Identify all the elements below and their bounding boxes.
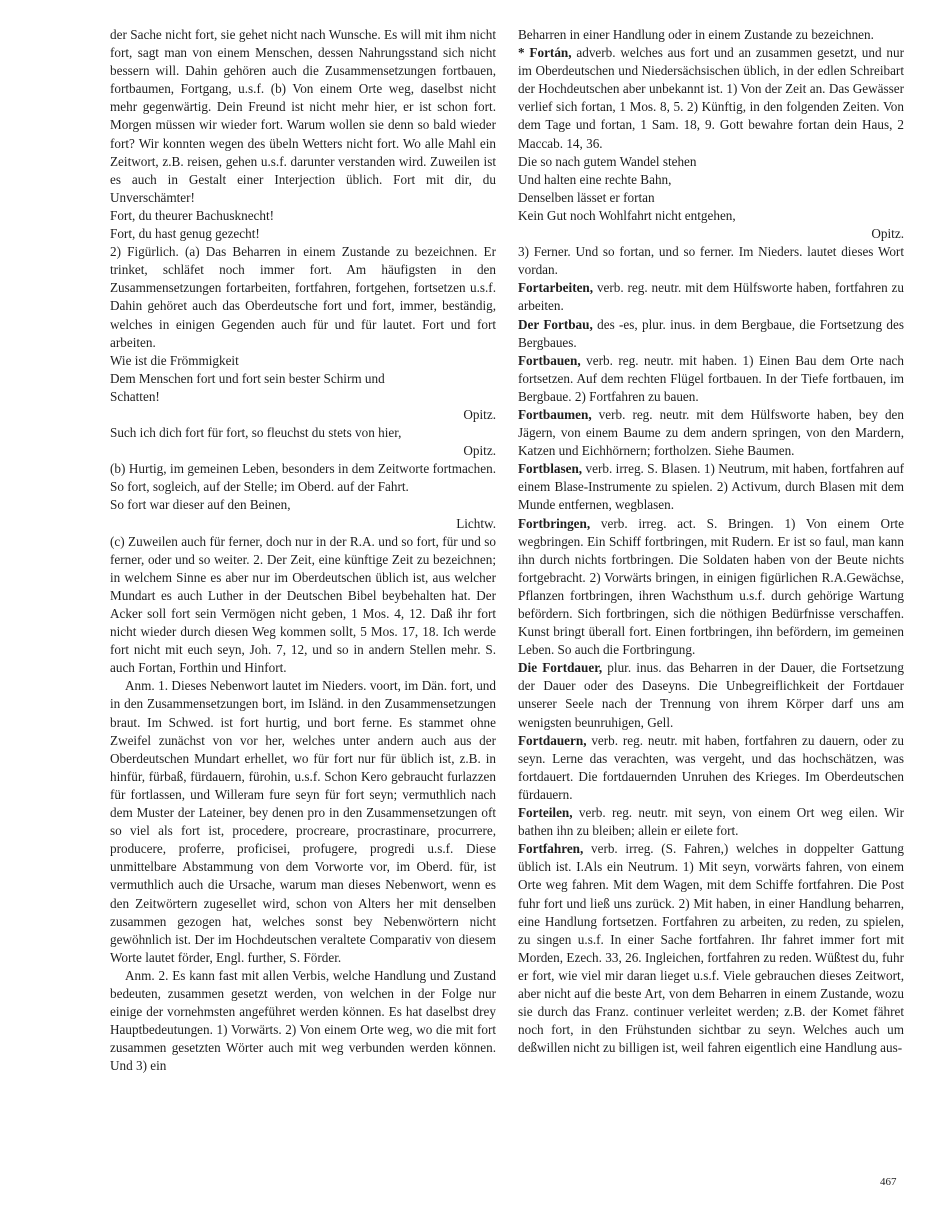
entry-body: plur. inus. das Beharren in der Dauer, die Fortsetzung der Dauer oder des Daseyns. Die Unbegreiflichkeit der Fortdauer unserer Seele nach der Trennung von ihrem Körper darf uns am wenigsten beunruhigen, Gell.	[518, 660, 904, 730]
dictionary-entry	[518, 44, 904, 153]
attribution: Opitz.	[463, 406, 496, 422]
headword: Fortdauern,	[518, 732, 587, 748]
dictionary-entry	[518, 279, 904, 315]
attribution: Opitz.	[463, 443, 496, 459]
verse-line: Denselben lässet er fortan	[518, 189, 655, 205]
paragraph: (b) Hurtig, im gemeinen Leben, besonders in dem Zeitworte fortmachen. So fort, sogleich, auf der Stelle; im Oberd. auf der Fahrt.	[110, 461, 496, 495]
headword: Der Fortbau,	[518, 316, 593, 332]
left-column	[110, 26, 496, 1075]
entry-body: verb. reg. neutr. mit dem Hülfsworte haben, fortfahren zu arbeiten.	[518, 280, 904, 314]
paragraph: der Sache nicht fort, sie gehet nicht nach Wunsche. Es will mit ihm nicht fort, sagt man von einem Menschen, dessen Nahrungsstand sich nicht bessern will. Dahin gehören auch die Zusammensetzungen fortbauen, fortbaumen, Fortgang, u.s.f. (b) Von einem Orte weg, daselbst nicht mehr gegenwärtig. Dein Freund ist nicht mehr hier, er ist schon fort. Morgen müssen wir wieder fort. Warum wollen sie denn so bald wieder fort? Wir konnten wegen des übeln Wetters nicht fort. Wo alle Mahl ein Zeitwort, z.B. reisen, gehen u.s.f. darunter verstanden wird. Zuweilen ist es auch in Gestalt einer Interjection üblich. Fort mit dir, du Unverschämter!	[110, 27, 496, 205]
headword: Fortbaumen,	[518, 406, 592, 422]
dictionary-entry	[518, 840, 904, 1057]
paragraph: 3) Ferner. Und so fortan, und so ferner. Im Nieders. lautet dieses Wort vordan.	[518, 244, 904, 278]
indented-paragraph: Anm. 1. Dieses Nebenwort lautet im Nieders. voort, im Dän. fort, und in den Zusammensetzungen bort, im Isländ. in den Zusammensetzungen braut. Im Schwed. ist fort hurtig, und bort ferne. Es stammet ohne Zweifel zunächst von vor her, welches unter andern auch aus der Oberdeutschen Mundart erhellet, wo für fort nur für üblich ist, z.B. in hinfür, fürbaß, fürdauern, fürohin, u.s.f. Schon Kero gebraucht furlazzen für fortlassen, und Willeram fure seyn für fort seyn; vermuthlich nach dem Muster der Lateiner, bey denen pro in den Zusammensetzungen oft so viel als fort ist, procedere, procreare, procrastinare, procurrere, producere, proferre, proficisei, profugere, progredi u.s.f. Diese unmittelbare Abstammung von dem Vorworte vor, im Oberd. für, ist vermuthlich auch die Ursache, warum man dieses Nebenwort, wenn es den Zeitwörtern zugesellet wird, schon von Alters her mit denselben zusammen gezogen hat, welches sonst bey Nebenwörtern nicht gewöhnlich ist. Der im Hochdeutschen veraltete Comparativ von diesem Worte lautet förder, Engl. further, S. Förder.	[110, 678, 496, 965]
right-column	[518, 26, 904, 1057]
headword: Die Fortdauer,	[518, 660, 603, 676]
entry-body: verb. irreg. (S. Fahren,) welches in doppelter Gattung üblich ist. I.Als ein Neutrum. 1) Mit seyn, vorwärts fahren, von einem Orte weg fahren. Mit dem Wagen, mit dem Schiffe fortfahren. Die Post fuhr fort und ließ uns zurück. 2) Mit haben, in einer Handlung beharren, eine Handlung fortsetzen. Fortfahren zu arbeiten, zu reden, zu spielen, zu singen u.s.f. In einer Sache fortfahren. Ihr fahret immer fort mit Morden, Ezech. 33, 26. Ingleichen, fortfahren zu reden. Wüßtest du, fuhr er fort, wie viel mir daran lieget u.s.f. Viele gebrauchen dieses Zeitwort, aber nicht auf die beste Art, von dem Beharren in einem Zustande, wozu sie durch das Franz. continuer verleitet werden; z.B. der Komet fähret noch fort, in den Frühstunden sichtbar zu seyn. Welches auch um deßwillen nicht zu billigen ist, weil fahren eigentlich eine Handlung aus-	[518, 841, 904, 1056]
entry-body: verb. irreg. act. S. Bringen. 1) Von einem Orte wegbringen. Ein Schiff fortbringen, mit Rudern. Er ist so faul, man kann ihn durch nichts fortbringen. Die Soldaten haben von der Beute nichts fortgebracht. 2) Vorwärts bringen, in einigen figürlichen R.A.Gewächse, Pflanzen fortbringen, ihren Wachsthum u.s.f. durch gehörige Wartung befördern. Sich fortbringen, sich die nöthigen Bedürfnisse verschaffen. Kunst bringt überall fort. Einen fortbringen, ihn befördern, im gemeinen Leben. So auch die Fortbringung.	[518, 515, 904, 658]
dictionary-entry	[518, 316, 904, 352]
indented-paragraph: Anm. 2. Es kann fast mit allen Verbis, welche Handlung und Zustand bedeuten, zusammen gesetzt werden, von welchen in der Folge nur einige der vornehmsten angeführet werden können. Es hat daselbst drey Hauptbedeutungen. 1) Vorwärts. 2) Von einem Orte weg, wo die mit fort zusammen gesetzten Wörter auch mit weg verbunden werden können. Und 3) ein	[110, 967, 496, 1074]
dictionary-entry	[518, 460, 904, 514]
attribution: Opitz.	[871, 226, 904, 242]
entry-body: adverb. welches aus fort und an zusammen gesetzt, und nur im Oberdeutschen und Niedersächsischen üblich, in der edlen Schreibart der Hochdeutschen aber unbekannt ist. 1) Von der Zeit an. Das Gewässer verlief sich fortan, 1 Mos. 8, 5. 2) Künftig, in den folgenden Zeiten. Von dem Tage und fortan, 1 Sam. 18, 9. Gott bewahre fortan dein Haus, 2 Maccab. 14, 36.	[518, 45, 904, 151]
verse-line: Such ich dich fort für fort, so fleuchst du stets von hier,	[110, 425, 402, 441]
verse-line: Wie ist die Frömmigkeit	[110, 352, 239, 368]
entry-body: verb. reg. neutr. mit dem Hülfsworte haben, bey den Jägern, von einem Baume zu dem andern springen, von den Mardern, Katzen und Eichhörnern; fortholzen. Siehe Baumen.	[518, 406, 904, 459]
entry-body: des -es, plur. inus. in dem Bergbaue, die Fortsetzung des Bergbaues.	[518, 316, 904, 350]
headword: Fortarbeiten,	[518, 280, 594, 296]
paragraph: (c) Zuweilen auch für ferner, doch nur in der R.A. und so fort, für und so ferner, oder und so weiter. 2. Der Zeit, eine künftige Zeit zu bezeichnen; in welchem Sinne es aber nur im Oberdeutschen üblich ist, aus welcher Mundart es auch Luther in der Deutschen Bibel beybehalten hat. Der Acker soll fort sein Vermögen nicht geben, 1 Mos. 4, 12. Daß ihr fort nicht wieder durch diesen Weg kommen sollt, 5 Mos. 17, 18. Ich werde fort nicht mit euch seyn, Joh. 7, 12, und so in andern Stellen mehr. S. auch Fortan, Forthin und Hinfort.	[110, 533, 496, 676]
entry-body: verb. reg. neutr. mit seyn, von einem Ort weg eilen. Wir bathen ihn zu bleiben; allein er eilete fort.	[518, 805, 904, 839]
headword: Fortfahren,	[518, 841, 584, 857]
verse-line: So fort war dieser auf den Beinen,	[110, 497, 291, 513]
dictionary-entry	[518, 732, 904, 804]
attribution: Lichtw.	[456, 515, 496, 531]
entry-body: verb. irreg. S. Blasen. 1) Neutrum, mit haben, fortfahren auf einem Blase-Instrumente zu spielen. 2) Activum, durch Blasen mit dem Munde entfernen, wegblasen.	[518, 461, 904, 513]
verse-line: Fort, du theurer Bachusknecht!	[110, 207, 275, 223]
verse-line: Schatten!	[110, 388, 160, 404]
entry-body: verb. reg. neutr. mit haben. 1) Einen Bau dem Orte nach fortsetzen. Auf dem rechten Flügel fortbauen. In der Tiefe fortbauen, im Bergbaue. 2) Fortfahren zu bauen.	[518, 352, 904, 404]
paragraph: Beharren in einer Handlung oder in einem Zustande zu bezeichnen.	[518, 27, 874, 42]
headword: Fortbauen,	[518, 352, 581, 368]
verse-line: Kein Gut noch Wohlfahrt nicht entgehen,	[518, 207, 736, 223]
page-number: 467	[880, 1176, 897, 1188]
dictionary-entry	[518, 406, 904, 460]
dictionary-entry	[518, 515, 904, 660]
verse-line: Fort, du hast genug gezecht!	[110, 226, 260, 242]
dictionary-entry	[518, 352, 904, 406]
headword: Forteilen,	[518, 805, 573, 821]
entry-body: verb. reg. neutr. mit haben, fortfahren zu dauern, oder zu seyn. Lerne das verachten, was vergeht, und das hochschätzen, was fortdauert. Die fortdauernden Unruhen des Krieges. Im Oberdeutschen fürdauern.	[518, 732, 904, 802]
dictionary-entry	[518, 659, 904, 731]
verse-line: Dem Menschen fort und fort sein bester Schirm und	[110, 370, 385, 386]
headword: Fortbringen,	[518, 515, 591, 531]
verse-line: Die so nach gutem Wandel stehen	[518, 153, 697, 169]
headword: Fortblasen,	[518, 461, 583, 477]
headword: * Fortán,	[518, 45, 572, 61]
verse-line: Und halten eine rechte Bahn,	[518, 171, 672, 187]
dictionary-entry	[518, 804, 904, 840]
paragraph: 2) Figürlich. (a) Das Beharren in einem Zustande zu bezeichnen. Er trinket, schläfet noch immer fort. Am häufigsten in den Zusammensetzungen fortarbeiten, fortfahren, fortgehen, fortsetzen u.s.f. Dahin gehöret auch das Oberdeutsche fort und fort, immer, beständig, welches in einigen Gegenden auch für und für lautet. Fort und fort arbeiten.	[110, 244, 496, 350]
